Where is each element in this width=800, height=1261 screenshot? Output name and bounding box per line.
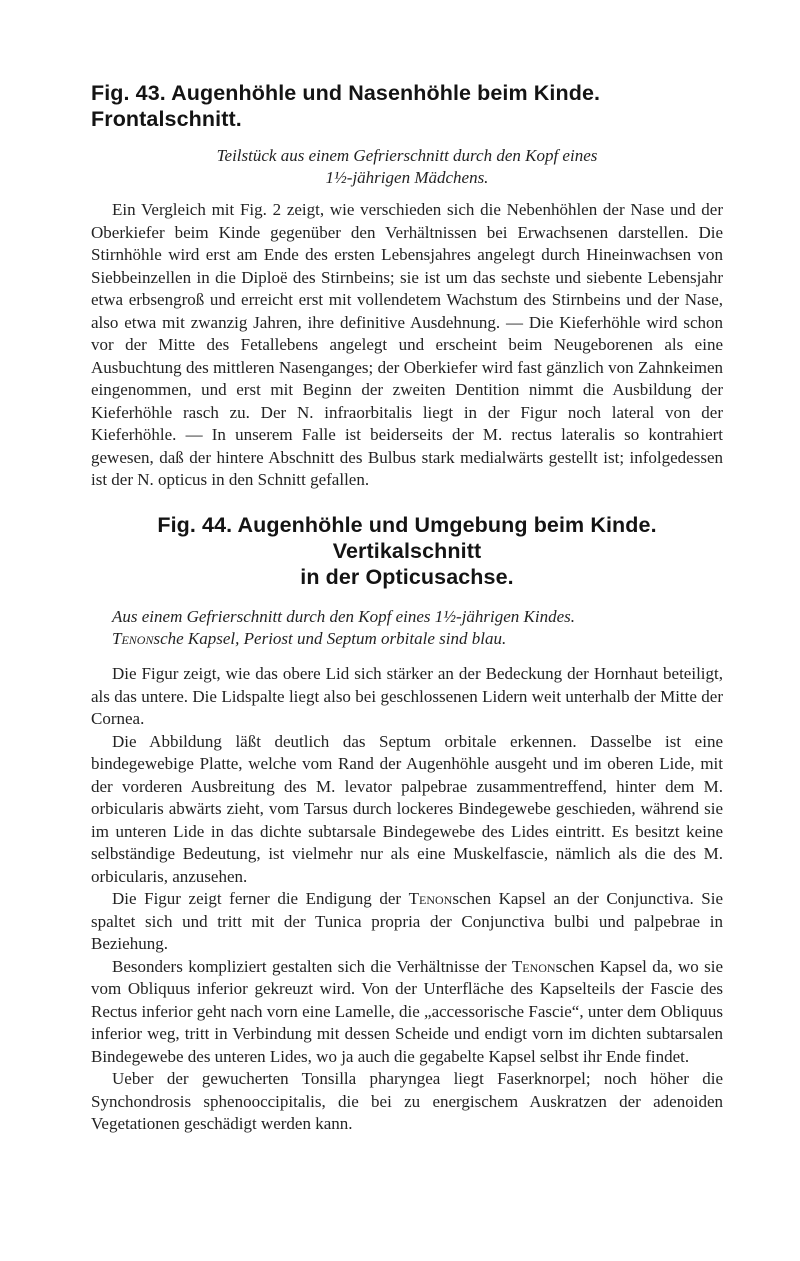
fig44-title-line1: Fig. 44. Augenhöhle und Umgebung beim Kinde. Vertikalschnitt xyxy=(157,513,657,563)
fig44-p4-rest: schen Kapsel da, wo sie vom Obliquus inferior gekreuzt wird. Von der Unterfläche des Kapselteils der Fascie des Rectus inferior geht nach vorn eine Lamelle, die „accessorische Fascie“, unter dem Obliquus inferior weg, tritt in Verbindung mit dessen Scheide und endigt vorn im dichten subtarsalen Bindegewebe des unteren Lides, wo ja auch die gegabelte Kapsel selbst ihr Ende findet. xyxy=(91,956,723,1066)
fig43-subtitle-line1: Teilstück aus einem Gefrierschnitt durch den Kopf eines xyxy=(216,146,598,165)
fig44-subtitle-line1: Aus einem Gefrierschnitt durch den Kopf eines 1½-jährigen Kindes. xyxy=(112,607,576,626)
fig44-p3-rest: schen Kapsel an der Conjunctiva. Sie spaltet sich und tritt mit der Tunica propria der Conjunctiva bulbi und palpebrae in Beziehung. xyxy=(91,889,723,953)
fig43-paragraph: Ein Vergleich mit Fig. 2 zeigt, wie verschieden sich die Nebenhöhlen der Nase und der Oberkiefer beim Kinde gegenüber den Verhältnissen bei Erwachsenen darstellen. Die Stirnhöhle wird erst am Ende des ersten Lebensjahres angelegt durch Hineinwachsen von Siebbeinzellen in die Diploë des Stirnbeins; sie ist um das sechste und siebente Lebensjahr etwa erbsengroß und erreicht erst mit vollendetem Wachstum des Stirnbeins und der Nase, also etwa mit zwanzig Jahren, ihre definitive Ausdehnung. — Die Kieferhöhle wird schon vor der Mitte des Fetallebens angelegt und erscheint beim Neugeborenen als eine Ausbuchtung des mittleren Nasenganges; der Oberkiefer wird fast gänzlich von Zahnkeimen eingenommen, und erst mit Beginn der zweiten Dentition nimmt die Ausbildung der Kieferhöhle rasch zu. Der N. infraorbitalis liegt in der Figur noch lateral von der Kieferhöhle. — In unserem Falle ist beiderseits der M. rectus lateralis so kontrahiert gewesen, daß der hintere Abschnitt des Bulbus stark medialwärts gestellt ist; infolgedessen ist der N. opticus in den Schnitt gefallen. xyxy=(91,200,723,489)
fig44-subtitle-line2 xyxy=(91,628,723,650)
fig44-paragraph-4 xyxy=(91,956,723,1069)
tenon-name: Tenon xyxy=(408,889,453,908)
fig44-p3-start: Die Figur zeigt ferner die Endigung der xyxy=(112,889,409,908)
fig44-section xyxy=(91,512,723,1136)
fig44-paragraph-2: Die Abbildung läßt deutlich das Septum orbitale erkennen. Dasselbe ist eine bindegewebige Platte, welche vom Rand der Augenhöhle ausgeht und im oberen Lide, mit der vorderen Ausbreitung des M. levator palpebrae zusammentreffend, hinter dem M. orbicularis abwärts zieht, vom Tarsus durch lockeres Bindegewebe geschieden, während sie im unteren Lide in das dichte subtarsale Bindegewebe des Lides eintritt. Es besitzt keine selbständige Bedeutung, ist vielmehr nur als eine Muskelfascie, nämlich als die des M. orbicularis, anzusehen. xyxy=(91,731,723,886)
fig44-paragraph-5: Ueber der gewucherten Tonsilla pharyngea liegt Faserknorpel; noch höher die Synchondrosis sphenooccipitalis, die bei zu energischem Auskratzen der adenoiden Vegetationen geschädigt werden kann. xyxy=(91,1069,723,1133)
tenon-name: Tenon xyxy=(511,956,556,976)
fig44-title xyxy=(91,512,723,590)
fig43-subtitle xyxy=(91,145,723,189)
fig43-section xyxy=(91,80,723,492)
fig44-paragraph-3 xyxy=(91,888,723,956)
fig43-title: Fig. 43. Augenhöhle und Nasenhöhle beim Kinde. Frontalschnitt. xyxy=(91,81,601,131)
fig43-subtitle-line2: 1½-jährigen Mädchens. xyxy=(325,168,489,187)
fig44-subtitle xyxy=(91,606,723,650)
fig44-title-line2: in der Opticusachse. xyxy=(300,565,514,589)
fig44-subtitle-line2-rest: sche Kapsel, Periost und Septum orbitale sind blau. xyxy=(153,629,507,648)
tenon-name: Tenon xyxy=(112,629,154,648)
fig44-p4-start: Besonders kompliziert gestalten sich die Verhältnisse der xyxy=(112,956,512,976)
fig44-paragraph-1: Die Figur zeigt, wie das obere Lid sich stärker an der Bedeckung der Hornhaut beteiligt, als das untere. Die Lidspalte liegt also bei geschlossenen Lidern weit unterhalb der Mitte der Cornea. xyxy=(91,664,723,728)
